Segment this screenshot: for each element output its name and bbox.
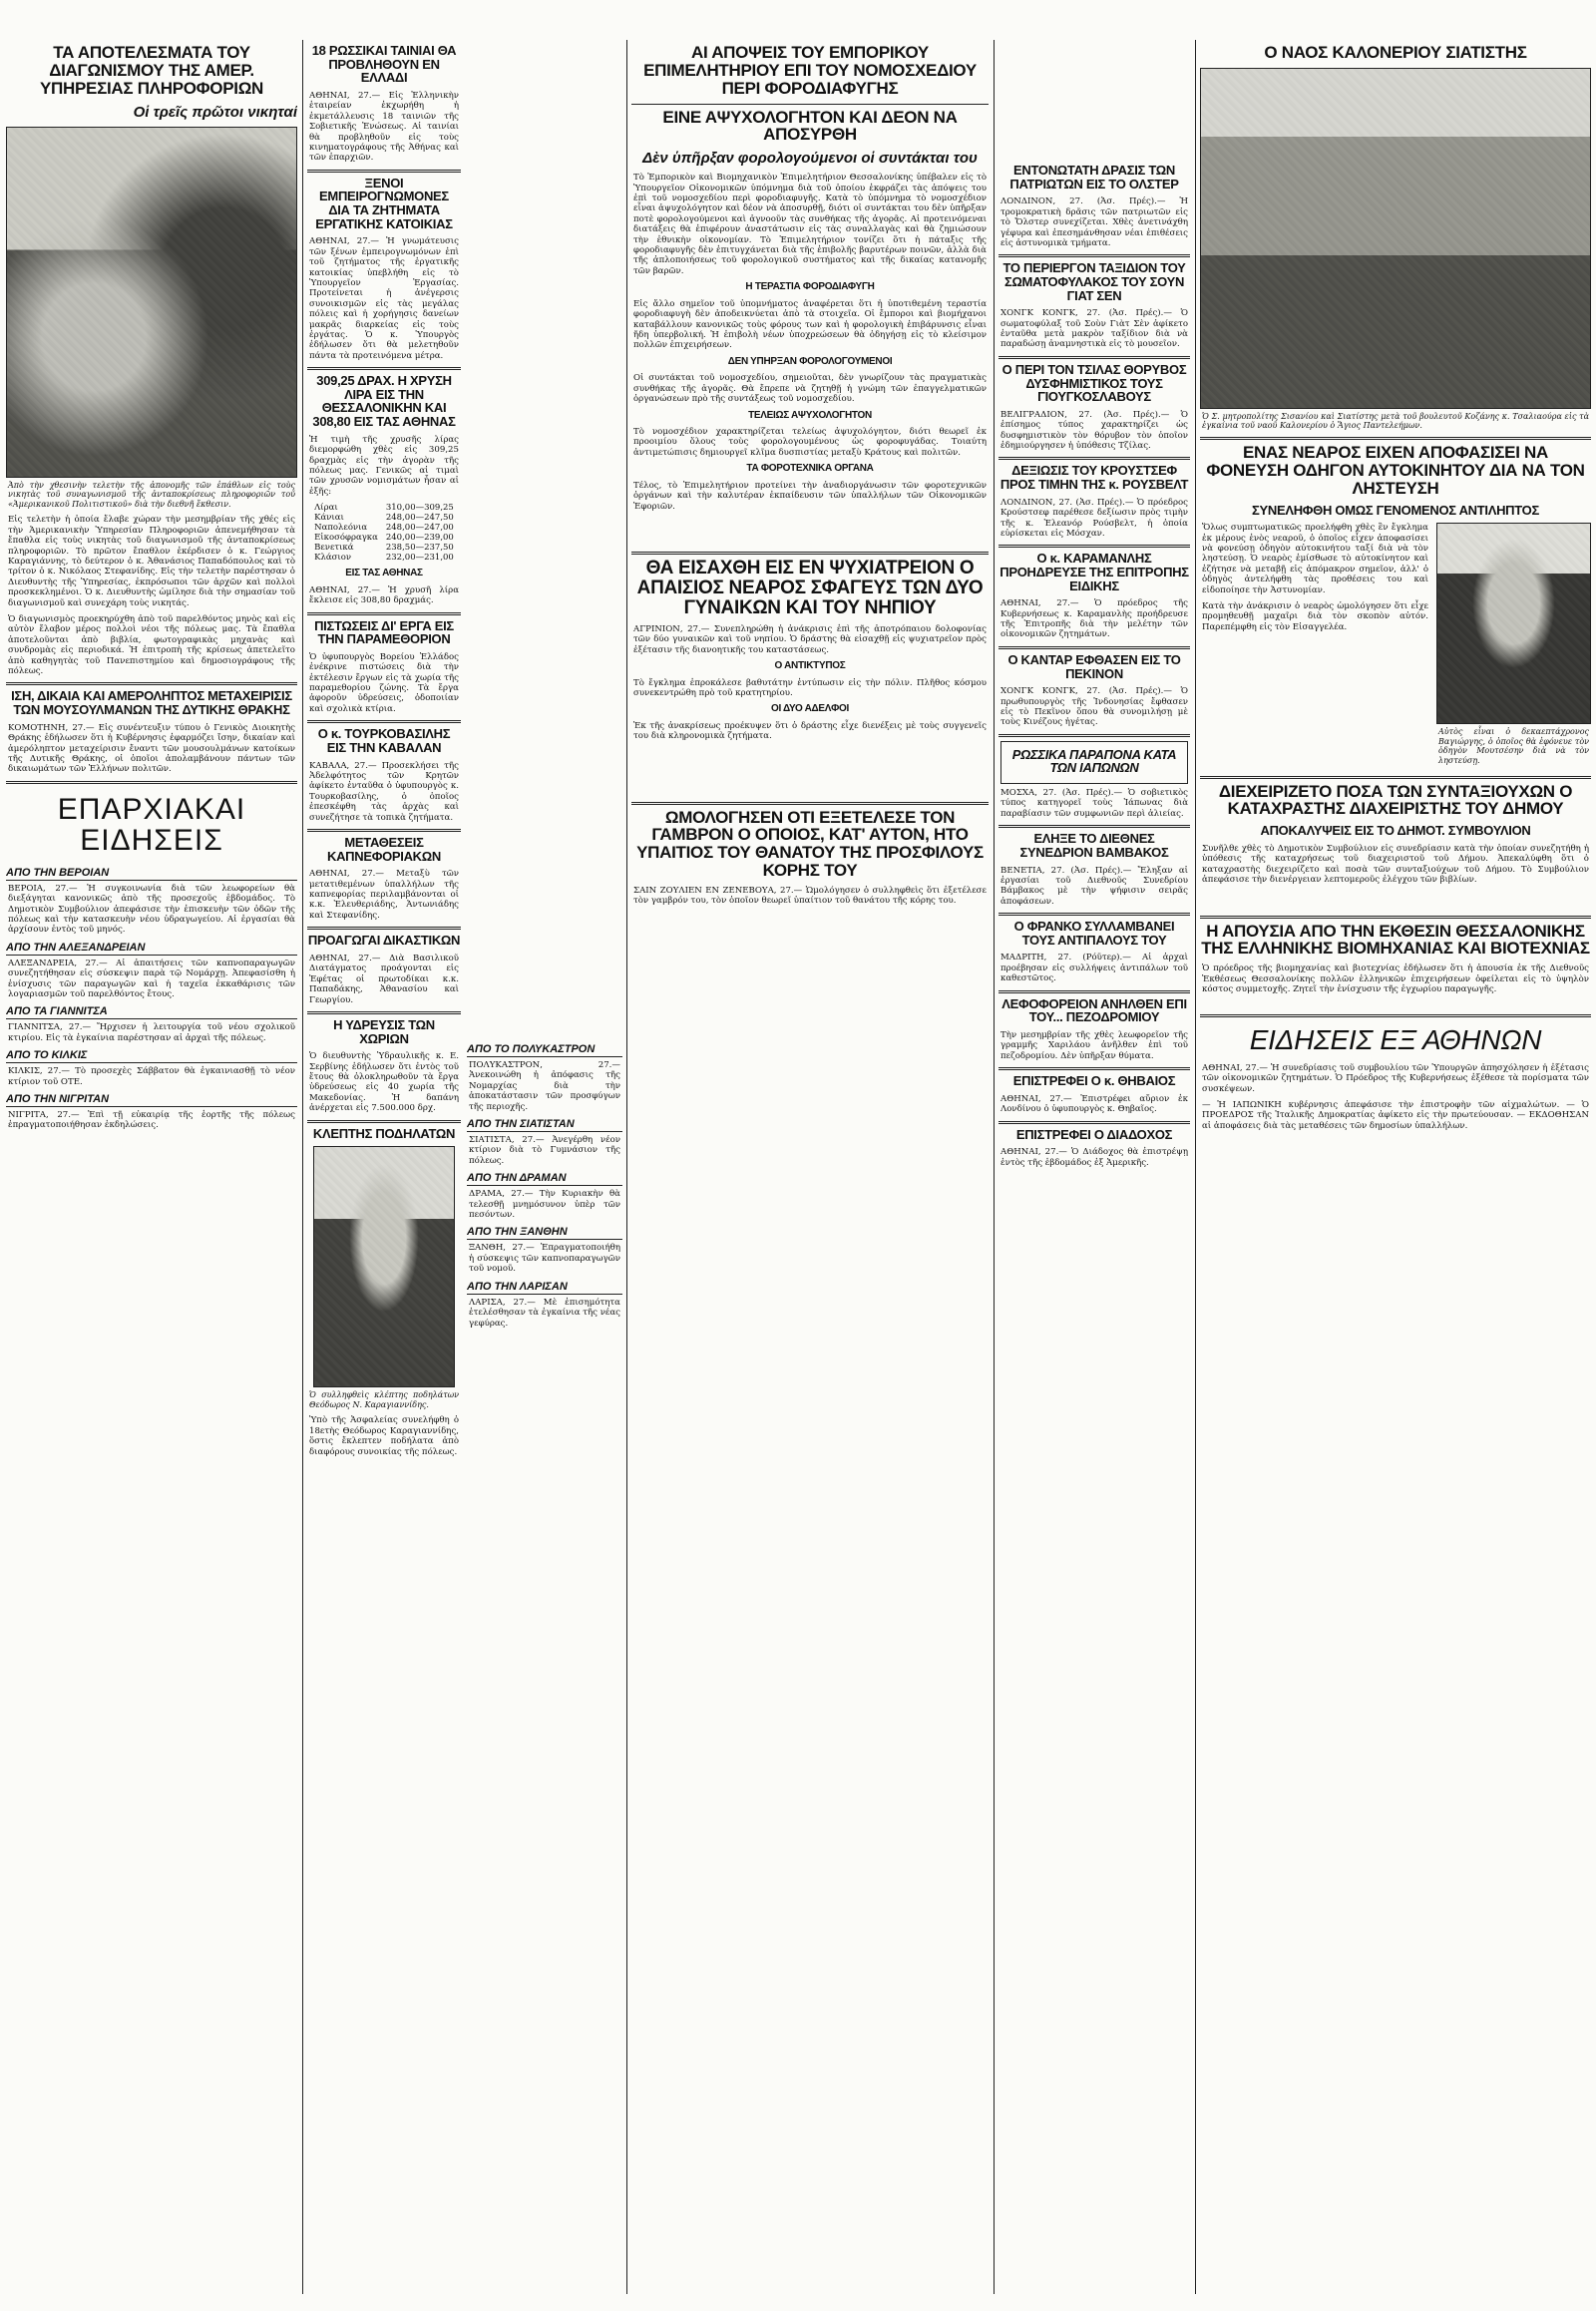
article-body: Τὴν μεσημβρίαν τῆς χθὲς λεωφορεῖον τῆς γραμμῆς Χαριλάου ἀνῆλθεν ἐπὶ τοῦ πεζοδρομίου. Δὲν ὑπῆρξαν θύματα. [1000, 1029, 1188, 1061]
article-body: ΑΘΗΝΑΙ, 27.— Ὁ Διάδοχος θὰ ἐπιστρέψῃ ἐντὸς τῆς ἑβδομάδος ἐξ Ἀμερικῆς. [1000, 1147, 1188, 1168]
section-title: ΑΠΟ ΤΗΝ ΑΛΕΞΑΝΔΡΕΙΑΝ [6, 942, 297, 956]
headline-karamanlis: Ο κ. ΚΑΡΑΜΑΝΛΗΣ ΠΡΟΗΔΡΕΥΣΕ ΤΗΣ ΕΠΙΤΡΟΠΗΣ ΕΙΔΙΚΗΣ [999, 551, 1189, 593]
article-body: ΑΘΗΝΑΙ, 27.— Εἰς Ἑλληνικὴν ἑταιρείαν ἐκχωρήθη ἡ ἐκμετάλλευσις 18 ταινιῶν τῆς Σοβιετικῆς Ἑνώσεως. Αἱ ταινίαι θὰ προβληθοῦν εἰς τοὺς κινηματογράφους τῆς Ἀθήνας καὶ τῶν ἐπαρχιῶν. [309, 90, 459, 164]
article-body: ΜΟΣΧΑ, 27. (Ἀσ. Πρές).— Ὁ σοβιετικὸς τύπος κατηγορεῖ τοὺς Ἰάπωνας διὰ παραβίασιν τῶν συμφωνιῶν περὶ ἁλιείας. [1000, 788, 1188, 819]
column-rule [994, 40, 995, 2294]
section-title: ΑΠΟ ΤΟ ΠΟΛΥΚΑΣΤΡΟΝ [467, 1043, 622, 1057]
column-4 [998, 40, 1190, 1174]
article-body: ΛΟΝΔΙΝΟΝ, 27. (Ἀσ. Πρές).— Ὁ πρόεδρος Κρούστσεφ παρέθεσε δεξίωσιν πρὸς τιμὴν τῆς κ. Ἐλεανόρ Ρούσβελτ, ἡ ὁποία εὑρίσκεται εἰς Μόσχαν. [1000, 497, 1188, 539]
headline-experts: ΞΕΝΟΙ ΕΜΠΕΙΡΟΓΝΩΜΟΝΕΣ ΔΙΑ ΤΑ ΖΗΤΗΜΑΤΑ ΕΡΓΑΤΙΚΗΣ ΚΑΤΟΙΚΙΑΣ [315, 175, 453, 231]
section-title: ΑΠΟ ΤΗΝ ΛΑΡΙΣΑΝ [467, 1281, 622, 1295]
column-rule [1195, 40, 1196, 2294]
section-body: ΣΙΑΤΙΣΤΑ, 27.— Ἀνεγέρθη νέον κτίριον διὰ τὸ Γυμνάσιον τῆς πόλεως. [469, 1135, 620, 1166]
section-title: Ο ΑΝΤΙΚΤΥΠΟΣ [774, 660, 846, 671]
article-body: ΑΘΗΝΑΙ, 27.— Ἡ συνεδρίασις τοῦ συμβουλίου τῶν Ὑπουργῶν ἀπησχόλησεν ἡ ἐξέτασις τῶν οἰκονομικῶν ζητημάτων. Ὁ Πρόεδρος τῆς Κυβερνήσεως ἐξέθεσε τὰ πορίσματα τῶν συσκέψεων. [1202, 1062, 1589, 1094]
section-body: ΞΑΝΘΗ, 27.— Ἐπραγματοποιήθη ἡ σύσκεψις τῶν καπνοπαραγωγῶν τοῦ νομοῦ. [469, 1243, 620, 1275]
article-body: ΧΟΝΓΚ ΚΟΝΓΚ, 27. (Ἀσ. Πρές).— Ὁ σωματοφύλαξ τοῦ Σοὺν Γιὰτ Σὲν ἀφίκετο ἐνταῦθα μετὰ μακρὸν ταξίδιον διὰ νὰ παραδώσῃ ἀναμνηστικὰ εἰς τὸ μουσεῖον. [1000, 308, 1188, 350]
column-rule [626, 40, 627, 2294]
column-rule [302, 40, 303, 2294]
headline-cotton: ΕΛΗΞΕ ΤΟ ΔΙΕΘΝΕΣ ΣΥΝΕΔΡΙΟΝ ΒΑΜΒΑΚΟΣ [1019, 831, 1169, 860]
article-body: ΜΑΔΡΙΤΗ, 27. (Ρόϋτερ).— Αἱ ἀρχαὶ προέβησαν εἰς συλλήψεις ἀντιπάλων τοῦ καθεστῶτος. [1000, 953, 1188, 984]
headline-djilas: Ο ΠΕΡΙ ΤΟΝ ΤΣΙΛΑΣ ΘΟΡΥΒΟΣ ΔΥΣΦΗΜΙΣΤΙΚΟΣ ΤΟΥΣ ΓΙΟΥΓΚΟΣΛΑΒΟΥΣ [1001, 361, 1187, 405]
headline-thrace: ΙΣΗ, ΔΙΚΑΙΑ ΚΑΙ ΑΜΕΡΟΛΗΠΤΟΣ ΜΕΤΑΧΕΙΡΙΣΙΣ ΤΩΝ ΜΟΥΣΟΥΛΜΑΝΩΝ ΤΗΣ ΔΥΤΙΚΗΣ ΘΡΑΚΗΣ [11, 688, 292, 718]
headline-reception: ΔΕΞΙΩΣΙΣ ΤΟΥ ΚΡΟΥΣΤΣΕΦ ΠΡΟΣ ΤΙΜΗΝ ΤΗΣ κ. ΡΟΥΣΒΕΛΤ [999, 463, 1189, 493]
caption-young-man: Αὐτὸς εἶναι ὁ δεκαεπτάχρονος Βαγιώργης, ὁ ὁποῖος θὰ ἐφόνευε τὸν ὁδηγὸν Μουτσέσην διὰ νὰ τὸν ληστεύσῃ. [1438, 727, 1589, 765]
column-1 [6, 40, 297, 1137]
article-body: ΑΘΗΝΑΙ, 27.— Ἡ χρυσῆ λίρα ἔκλεισε εἰς 308,80 δραχμάς. [309, 584, 459, 606]
section-title: ΑΠΟ ΤΗΝ ΒΕΡΟΙΑΝ [6, 867, 297, 881]
article-body: ΑΘΗΝΑΙ, 27.— Ἡ γνωμάτευσις τῶν ξένων ἐμπειρογνωμόνων ἐπὶ τοῦ ζητήματος τῆς ἐργατικῆς κατοικίας ὑπεβλήθη εἰς τὸ Ὑπουργεῖον Ἐργασίας. Προτείνεται ἡ ἀνέγερσις συνοικισμῶν εἰς τὰς μεγάλας πόλεις καὶ ἡ χορήγησις δανείων μακρᾶς διαρκείας εἰς τοὺς ἐργάτας. Ὁ κ. Ὑπουργὸς ἐδήλωσεν ὅτι θὰ μελετηθοῦν πάντα τὰ προτεινόμενα μέτρα. [309, 236, 459, 361]
section-body: ΑΛΕΞΑΝΔΡΕΙΑ, 27.— Αἱ ἀπαιτήσεις τῶν καπνοπαραγωγῶν συνεζητήθησαν εἰς σύσκεψιν παρὰ τῷ Νομάρχῃ. Ἀπεφασίσθη ἡ ἐνίσχυσις τῶν παραγωγῶν καὶ ἡ ταχεῖα ἐκκαθάρισις τῶν λογαριασμῶν τοῦ παρελθόντος ἔτους. [8, 958, 295, 999]
headline-bodyguard: ΤΟ ΠΕΡΙΕΡΓΟΝ ΤΑΞΙΔΙΟΝ ΤΟΥ ΣΩΜΑΤΟΦΥΛΑΚΟΣ ΤΟΥ ΣΟΥΝ ΓΙΑΤ ΣΕΝ [1002, 260, 1186, 303]
subhead-athens: ΕΙΣ ΤΑΣ ΑΘΗΝΑΣ [345, 568, 423, 579]
headline-russian-films: 18 ΡΩΣΣΙΚΑΙ ΤΑΙΝΙΑΙ ΘΑ ΠΡΟΒΛΗΘΟΥΝ ΕΝ ΕΛΛΑΔΙ [311, 43, 457, 86]
headline-chamber-views: ΑΙ ΑΠΟΨΕΙΣ ΤΟΥ ΕΜΠΟΡΙΚΟΥ ΕΠΙΜΕΛΗΤΗΡΙΟΥ ΕΠΙ ΤΟΥ ΝΟΜΟΣΧΕΔΙΟΥ ΠΕΡΙ ΦΟΡΟΔΙΑΦΥΓΗΣ [643, 43, 977, 98]
subhead-not-taxpayers: Δὲν ὑπῆρξαν φορολογούμενοι οἱ συντάκται του [642, 150, 978, 168]
banner-provincial-news: ΕΠΑΡΧΙΑΚΑΙ ΕΙΔΗΣΕΙΣ [57, 792, 246, 858]
article-body: Κατὰ τὴν ἀνάκρισιν ὁ νεαρὸς ὡμολόγησεν ὅτι εἶχε προμηθευθῇ μαχαῖρι διὰ τὸν σκοπὸν αὐτόν. Παρεπέμφθη εἰς τὸν Εἰσαγγελέα. [1202, 601, 1428, 632]
article-body: Τέλος, τὸ Ἐπιμελητήριον προτείνει τὴν ἀναδιοργάνωσιν τῶν φοροτεχνικῶν ὀργάνων καὶ τὴν καλυτέραν ἐκπαίδευσιν τῶν ὑπαλλήλων τῶν Οἰκονομικῶν Ἐφοριῶν. [633, 480, 987, 512]
section-title: ΟΙ ΔΥΟ ΑΔΕΛΦΟΙ [770, 703, 850, 715]
article-body: ΑΘΗΝΑΙ, 27.— Διὰ Βασιλικοῦ Διατάγματος προάγονται εἰς Ἐφέτας οἱ πρωτοδίκαι κ.κ. Παπαδάκης, Ἀθανασίου καὶ Γεωργίου. [309, 953, 459, 1005]
section-body: ΠΟΛΥΚΑΣΤΡΟΝ, 27.— Ἀνεκοινώθη ἡ ἀπόφασις τῆς Νομαρχίας διὰ τὴν ἀποκατάστασιν τῶν προσφύγων τῆς περιοχῆς. [469, 1060, 620, 1112]
section-body: ΒΕΡΟΙΑ, 27.— Ἡ συγκοινωνία διὰ τῶν λεωφορείων θὰ διεξάγηται κανονικῶς ἀπὸ τῆς προσεχοῦς ἑβδομάδος. Τὸ Δημοτικὸν Συμβούλιον ἀπεφάσισε τὴν ἐπισκευὴν τῶν ὁδῶν τῆς πόλεως καὶ τὴν κατασκευὴν νέου ὑδραγωγείου. Αἱ ἐργασίαι θὰ ἀρχίσουν ἐντὸς τοῦ μηνός. [8, 883, 295, 936]
headline-credits: ΠΙΣΤΩΣΕΙΣ ΔΙ' ΕΡΓΑ ΕΙΣ ΤΗΝ ΠΑΡΑΜΕΘΟΡΙΟΝ [314, 617, 454, 647]
column-2a [307, 40, 461, 1463]
table-row: Εἰκοσόφραγκα 240,00—239,00 [314, 533, 454, 544]
article-body: Ὁ πρόεδρος τῆς βιομηχανίας καὶ βιοτεχνίας ἐδήλωσεν ὅτι ἡ ἀπουσία ἐκ τῆς Διεθνοῦς Ἐκθέσεως Θεσσαλονίκης πολλῶν ἑλληνικῶν ἐπιχειρήσεων ὀφείλεται εἰς τὸ ὑψηλὸν κόστος συμμετοχῆς. Ζητεῖ τὴν ἐνίσχυσιν τῆς ἐγχωρίου παραγωγῆς. [1202, 963, 1589, 995]
article-body: — Ἡ ΙΑΠΩΝΙΚΗ κυβέρνησις ἀπεφάσισε τὴν ἐπιστροφὴν τῶν αἰχμαλώτων. — Ὁ ΠΡΟΕΔΡΟΣ τῆς Ἰταλικῆς Δημοκρατίας ἀφίκετο εἰς τὴν πρωτεύουσαν. — ΕΚΔΟΘΗΣΑΝ αἱ ἀποφάσεις διὰ τὰς μεταθέσεις τῶν δημοσίων ὑπαλλήλων. [1202, 1100, 1589, 1131]
subhead-council: ΑΠΟΚΑΛΥΨΕΙΣ ΕΙΣ ΤΟ ΔΗΜΟΤ. ΣΥΜΒΟΥΛΙΟΝ [1260, 823, 1531, 839]
headline-embezzler: ΔΙΕΧΕΙΡΙΖΕΤΟ ΠΟΣΑ ΤΩΝ ΣΥΝΤΑΞΙΟΥΧΩΝ Ο ΚΑΤΑΧΡΑΣΤΗΣ ΔΙΑΧΕΙΡΙΣΤΗΣ ΤΟΥ ΔΗΜΟΥ [1218, 781, 1573, 819]
gold-price-table [310, 503, 458, 563]
subhead-winners: Οἱ τρεῖς πρῶτοι νικηταί [133, 103, 297, 121]
section-body: ΝΙΓΡΙΤΑ, 27.— Ἐπὶ τῇ εὐκαιρίᾳ τῆς ἑορτῆς τῆς πόλεως ἐπραγματοποιήθησαν ἐκδηλώσεις. [8, 1110, 295, 1131]
article-body: Συνῆλθε χθὲς τὸ Δημοτικὸν Συμβούλιον εἰς συνεδρίασιν κατὰ τὴν ὁποίαν συνεζητήθη ἡ ὑπόθεσις τῆς καταχρήσεως τοῦ διαχειριστοῦ τοῦ Δήμου. Ἀπεκαλύφθη ὅτι ὁ καταχραστὴς διεχειρίζετο καὶ ποσὰ τῶν συνταξιούχων τοῦ Δήμου. Τὸ Συμβούλιον ἀπεφάσισε τὴν διενέργειαν λεπτομεροῦς ἐλέγχου τῶν βιβλίων. [1202, 843, 1589, 886]
headline-asylum: ΘΑ ΕΙΣΑΧΘΗ ΕΙΣ ΕΝ ΨΥΧΙΑΤΡΕΙΟΝ Ο ΑΠΑΙΣΙΟΣ ΝΕΑΡΟΣ ΣΦΑΓΕΥΣ ΤΩΝ ΔΥΟ ΓΥΝΑΙΚΩΝ ΚΑΙ ΤΟΥ ΝΗΠΙΟΥ [636, 557, 984, 618]
photo-church-inauguration [1200, 68, 1591, 409]
headline-withdraw: ΕΙΝΕ ΑΨΥΧΟΛΟΓΗΤΟΝ ΚΑΙ ΔΕΟΝ ΝΑ ΑΠΟΣΥΡΘΗ [662, 107, 958, 145]
article-body: Οἱ συντάκται τοῦ νομοσχεδίου, σημειοῦται, δὲν γνωρίζουν τὰς πραγματικὰς συνθήκας τῆς ἀγορᾶς. Θὰ ἔπρεπε νὰ ζητηθῇ ἡ γνώμη τῶν ἐπαγγελματικῶν ὀργανώσεων πρὸ τῆς συντάξεως τοῦ νομοσχεδίου. [633, 373, 987, 405]
article-body: Ὁ διαγωνισμὸς προεκηρύχθη ἀπὸ τοῦ παρελθόντος μηνὸς καὶ εἰς αὐτὸν ἔλαβον μέρος πολλοὶ νέοι τῆς πόλεως μας. Τὰ ἔπαθλα ἀποτελοῦνται ἀπὸ βιβλία, φωτογραφικὰς μηχανὰς καὶ συνδρομὰς εἰς περιοδικά. Ἡ ἐπιτροπὴ τῆς κρίσεως ἀπετελεῖτο ἀπὸ καθηγητὰς τοῦ Πανεπιστημίου καὶ δημοσιογράφους τῆς πόλεως. [8, 613, 295, 676]
table-row: Ναπολεόνια 248,00—247,00 [314, 523, 454, 534]
table-row: Κάνιαι 248,00—247,50 [314, 513, 454, 524]
headline-bicycle-thief: ΚΛΕΠΤΗΣ ΠΟΔΗΛΑΤΩΝ [312, 1125, 456, 1141]
headline-promotions: ΠΡΟΑΓΩΓΑΙ ΔΙΚΑΣΤΙΚΩΝ [307, 933, 461, 949]
article-body: ΧΟΝΓΚ ΚΟΝΓΚ, 27. (Ἀσ. Πρές).— Ὁ πρωθυπουργὸς τῆς Ἰνδονησίας ἔφθασεν εἰς τὸ Πεκῖνον ὅπου θὰ συνομιλήσῃ μὲ τοὺς Κινέζους ἡγέτας. [1000, 686, 1188, 728]
section-title: ΑΠΟ ΤΑ ΓΙΑΝΝΙΤΣΑ [6, 1005, 297, 1019]
caption-award-ceremony: Ἀπὸ τὴν χθεσινὴν τελετὴν τῆς ἀπονομῆς τῶν ἐπάθλων εἰς τοὺς νικητὰς τοῦ συναγωνισμοῦ τῆς ἀνταποκρίσεως πληροφοριῶν τοῦ «Ἀμερικανικοῦ Πολιτιστικοῦ» διὰ τὴν διεθνῆ ἔκθεσιν. [8, 480, 295, 509]
headline-transfers: ΜΕΤΑΘΕΣΕΙΣ ΚΑΠΝΕΦΟΡΙΑΚΩΝ [327, 834, 441, 864]
photo-thief-portrait [313, 1146, 455, 1387]
headline-ulster: ΕΝΤΟΝΩΤΑΤΗ ΔΡΑΣΙΣ ΤΩΝ ΠΑΤΡΙΩΤΩΝ ΕΙΣ ΤΟ ΟΛΣΤΕΡ [1009, 163, 1179, 192]
headline-exhibition-absence: Η ΑΠΟΥΣΙΑ ΑΠΟ ΤΗΝ ΕΚΘΕΣΙΝ ΘΕΣΣΑΛΟΝΙΚΗΣ ΤΗΣ ΕΛΛΗΝΙΚΗΣ ΒΙΟΜΗΧΑΝΙΑΣ ΚΑΙ ΒΙΟΤΕΧΝΙΑΣ [1201, 921, 1590, 959]
article-body: Εἰς τελετὴν ἡ ὁποία ἔλαβε χώραν τὴν μεσημβρίαν τῆς χθές εἰς τὴν Ἀμερικανικὴν Ὑπηρεσίαν Πληροφοριῶν ἀπενεμήθησαν τὰ ἔπαθλα εἰς τοὺς νικητὰς τοῦ διαγωνισμοῦ τῆς ἀνταποκρίσεως πληροφοριῶν. Τὸ πρῶτον ἔπαθλον ἐκέρδισεν ὁ κ. Γεώργιος Καραγιάννης, τὸ δεύτερον ὁ κ. Ἀθανάσιος Παπαδόπουλος καὶ τὸ τρίτον ὁ κ. Νικόλαος Στεφανίδης. Εἰς τὴν τελετὴν παρέστησαν ὁ Διευθυντὴς τῆς Ὑπηρεσίας, ἐκπρόσωποι τῶν ἀρχῶν καὶ πολλοὶ προσκεκλημένοι. Ὁ κ. Διευθυντὴς ὡμίλησε διὰ τὴν σημασίαν τοῦ διαγωνισμοῦ καὶ συνεχάρη τοὺς νικητάς. [8, 515, 295, 608]
caption-church: Ὁ Σ. μητροπολίτης Σισανίου καὶ Σιατίστης μετὰ τοῦ βουλευτοῦ Κοζάνης κ. Τσαλιαούρα εἰς τὰ ἐγκαίνια τοῦ ναοῦ Καλονερίου ὁ Ἅγιος Παντελεήμων. [1202, 411, 1589, 431]
headline-russian-complaints: ΡΩΣΣΙΚΑ ΠΑΡΑΠΟΝΑ ΚΑΤΑ ΤΩΝ ΙΑΠΩΝΩΝ [1011, 746, 1177, 776]
section-body: ΛΑΡΙΣΑ, 27.— Μὲ ἐπισημότητα ἐτελέσθησαν τὰ ἐγκαίνια τῆς νέας γεφύρας. [469, 1297, 620, 1329]
photo-award-ceremony [6, 127, 297, 478]
caption-thief: Ὁ συλληφθεὶς κλέπτης ποδηλάτων Θεόδωρος Ν. Καραγιαννίδης. [309, 1390, 459, 1409]
article-body: Τὸ ἔγκλημα ἐπροκάλεσε βαθυτάτην ἐντύπωσιν εἰς τὴν πόλιν. Πλῆθος κόσμου συνεκεντρώθη πρὸ τοῦ κρατητηρίου. [633, 677, 987, 698]
article-body: Τὸ Ἐμπορικὸν καὶ Βιομηχανικὸν Ἐπιμελητήριον Θεσσαλονίκης ὑπέβαλεν εἰς τὸ Ὑπουργεῖον Οἰκονομικῶν ὑπόμνημα διὰ τοῦ ὁποίου ἐκφράζει τὰς ἀπόψεις του ἐπὶ τοῦ νομοσχεδίου περὶ φοροδιαφυγῆς. Κατὰ τὸ ὑπόμνημα τὸ νομοσχέδιον εἶναι ἀψυχολόγητον καὶ δέον νὰ ἀποσυρθῇ, διότι οἱ συντάκται του δὲν ὑπῆρξαν ποτὲ φορολογούμενοι καὶ ἀγνοοῦν τὰς συνθήκας τῆς ἀγορᾶς. Αἱ προτεινόμεναι διατάξεις θὰ ἐπιφέρουν ἀναστάτωσιν εἰς τὰς συναλλαγὰς καὶ θὰ ζημιώσουν τὴν ἐθνικὴν οἰκονομίαν. Τὸ Ἐπιμελητήριον τονίζει ὅτι ἡ πάταξις τῆς φοροδιαφυγῆς δὲν ἐπιτυγχάνεται διὰ τῆς ἐπιβολῆς βαρυτέρων ποινῶν, ἀλλὰ διὰ τῆς ἀπλοποιήσεως τοῦ φορολογικοῦ συστήματος καὶ τῆς δικαίας κατανομῆς τῶν βαρῶν. [633, 173, 987, 276]
article-body: Ὑπὸ τῆς Ἀσφαλείας συνελήφθη ὁ 18ετὴς Θεόδωρος Καραγιαννίδης, ὅστις ἔκλεπτεν ποδήλατα ἀπὸ διαφόρους συνοικίας τῆς πόλεως. [309, 1415, 459, 1457]
headline-confession: ΩΜΟΛΟΓΗΣΕΝ ΟΤΙ ΕΞΕΤΕΛΕΣΕ ΤΟΝ ΓΑΜΒΡΟΝ Ο ΟΠΟΙΟΣ, ΚΑΤ' ΑΥΤΟΝ, ΗΤΟ ΥΠΑΙΤΙΟΣ ΤΟΥ ΘΑΝΑΤΟΥ ΤΗΣ ΠΡΟΣΦΙΛΟΥΣ ΚΟΡΗΣ ΤΟΥ [636, 807, 984, 881]
article-body: ΒΕΝΕΤΙΑ, 27. (Ἀσ. Πρές).— Ἔληξαν αἱ ἐργασίαι τοῦ Διεθνοῦς Συνεδρίου Βάμβακος μὲ τὴν ψήφισιν σειρᾶς ἀποφάσεων. [1000, 865, 1188, 907]
article-body: ΑΓΡΙΝΙΟΝ, 27.— Συνεπληρώθη ἡ ἀνάκρισις ἐπὶ τῆς ἀποτρόπαιου δολοφονίας τῶν δύο γυναικῶν καὶ τοῦ νηπίου. Ὁ δράστης θὰ εἰσαχθῇ εἰς ψυχιατρεῖον πρὸς ἐξέτασιν τῆς διανοητικῆς του καταστάσεως. [633, 623, 987, 655]
headline-tourkovasilis: Ο κ. ΤΟΥΡΚΟΒΑΣΙΛΗΣ ΕΙΣ ΤΗΝ ΚΑΒΑΛΑΝ [317, 726, 451, 755]
article-body: Ἐκ τῆς ἀνακρίσεως προέκυψεν ὅτι ὁ δράστης εἶχε διενέξεις μὲ τοὺς συγγενεῖς του διὰ κληρονομικὰ ζητήματα. [633, 720, 987, 742]
headline-thivaios: ΕΠΙΣΤΡΕΦΕΙ Ο κ. ΘΗΒΑΙΟΣ [1012, 1073, 1176, 1089]
section-body: ΚΙΛΚΙΣ, 27.— Τὸ προσεχὲς Σάββατον θὰ ἐγκαινιασθῇ τὸ νέον κτίριον τοῦ ΟΤΕ. [8, 1066, 295, 1087]
article-body: Ὁ ὑφυπουργὸς Βορείου Ἑλλάδος ἐνέκρινε πιστώσεις διὰ τὴν ἐκτέλεσιν ἔργων εἰς τὰ χωρία τῆς παραμεθορίου ζώνης. Τὰ ἔργα ἀφοροῦν ὑδρεύσεις, ὁδοποιίαν καὶ σχολικὰ κτίρια. [309, 651, 459, 714]
article-body: ΑΘΗΝΑΙ, 27.— Ὁ πρόεδρος τῆς Κυβερνήσεως κ. Καραμανλὴς προήδρευσε τῆς Ἐπιτροπῆς διὰ τὴν μελέτην τῶν οἰκονομικῶν ζητημάτων. [1000, 598, 1188, 640]
article-body: ΒΕΛΙΓΡΑΔΙΟΝ, 27. (Ἀσ. Πρές).— Ὁ ἐπίσημος τύπος χαρακτηρίζει ὡς δυσφημιστικὸν τὸν θόρυβον τὸν ὁποῖον ἐδημιούργησεν ἡ ὑπόθεσις Τζίλας. [1000, 409, 1188, 451]
article-body: Ἡ τιμὴ τῆς χρυσῆς λίρας διεμορφώθη χθὲς εἰς 309,25 δραχμὰς εἰς τὴν ἀγορὰν τῆς πόλεως μας. Γενικῶς αἱ τιμαὶ τῶν χρυσῶν νομισμάτων ἦσαν αἱ ἑξῆς: [309, 434, 459, 497]
headline-church: Ο ΝΑΟΣ ΚΑΛΟΝΕΡΙΟΥ ΣΙΑΤΙΣΤΗΣ [1264, 43, 1527, 62]
section-title: ΤΑ ΦΟΡΟΤΕΧΝΙΚΑ ΟΡΓΑΝΑ [746, 463, 874, 475]
article-body: ΚΑΒΑΛΑ, 27.— Προσεκλήσει τῆς Ἀδελφότητος τῶν Κρητῶν ἀφίκετο ἐνταῦθα ὁ ὑφυπουργὸς κ. Τουρκοβασίλης, ὁ ὁποῖος ἐπεσκέφθη τὰς ἀρχὰς καὶ συνεζήτησε τὰ τοπικὰ ζητήματα. [309, 760, 459, 823]
section-title: ΑΠΟ ΤΗΝ ΣΙΑΤΙΣΤΑΝ [467, 1118, 622, 1132]
article-body: Εἰς ἄλλο σημεῖον τοῦ ὑπομνήματος ἀναφέρεται ὅτι ἡ ὑποτιθεμένη τεραστία φοροδιαφυγὴ δὲν ἀποδεικνύεται ἀπὸ τὰ στοιχεῖα. Οἱ ἔμποροι καὶ βιομήχανοι καταβάλλουν κανονικῶς τοὺς φόρους των καὶ ἡ φορολογικὴ ἐπιβάρυνσις εἶναι ἤδη ὑπερβολική. Ἡ ἐπιβολὴ νέων ὑποχρεώσεων θὰ ὁδηγήσῃ εἰς τὸ κλείσιμον πολλῶν ἐπιχειρήσεων. [633, 298, 987, 351]
photo-young-man-portrait [1436, 523, 1591, 724]
column-2b [467, 1037, 622, 1335]
column-3 [631, 40, 989, 913]
headline-peking: Ο ΚΑΝΤΑΡ ΕΦΘΑΣΕΝ ΕΙΣ ΤΟ ΠΕΚΙΝΟΝ [1007, 651, 1181, 681]
headline-contest: ΤΑ ΑΠΟΤΕΛΕΣΜΑΤΑ ΤΟΥ ΔΙΑΓΩΝΙΣΜΟΥ ΤΗΣ ΑΜΕΡ. ΥΠΗΡΕΣΙΑΣ ΠΛΗΡΟΦΟΡΙΩΝ [40, 43, 263, 98]
section-title: ΑΠΟ ΤΗΝ ΔΡΑΜΑΝ [467, 1172, 622, 1186]
headline-bus: ΛΕΦΟΦΟΡΕΙΟΝ ΑΝΗΛΘΕΝ ΕΠΙ ΤΟΥ... ΠΕΖΟΔΡΟΜΙΟΥ [1001, 995, 1187, 1025]
headline-young-robber: ΕΝΑΣ ΝΕΑΡΟΣ ΕΙΧΕΝ ΑΠΟΦΑΣΙΣΕΙ ΝΑ ΦΟΝΕΥΣΗ ΟΔΗΓΟΝ ΑΥΤΟΚΙΝΗΤΟΥ ΔΙΑ ΝΑ ΤΟΝ ΛΗΣΤΕΥΣΗ [1206, 443, 1585, 498]
section-body: ΔΡΑΜΑ, 27.— Τὴν Κυριακὴν θὰ τελεσθῇ μνημόσυνον ὑπὲρ τῶν πεσόντων. [469, 1189, 620, 1221]
subhead-arrested: ΣΥΝΕΛΗΦΘΗ ΟΜΩΣ ΓΕΝΟΜΕΝΟΣ ΑΝΤΙΛΗΠΤΟΣ [1252, 502, 1539, 518]
headline-crown-prince: ΕΠΙΣΤΡΕΦΕΙ Ο ΔΙΑΔΟΧΟΣ [1015, 1126, 1173, 1142]
section-title: ΑΠΟ ΤΟ ΚΙΛΚΙΣ [6, 1049, 297, 1063]
article-body: ΑΘΗΝΑΙ, 27.— Μεταξὺ τῶν μετατιθεμένων ὑπαλλήλων τῆς καπνεφορίας περιλαμβάνονται οἱ κ.κ. Ἐλευθεριάδης, Ἀντωνιάδης καὶ Στεφανίδης. [309, 869, 459, 921]
table-row: Βενετικά 238,50—237,50 [314, 543, 454, 554]
article-body: Ὅλως συμπτωματικῶς προελήφθη χθὲς ἓν ἔγκλημα ἐκ μέρους ἑνὸς νεαροῦ, ὁ ὁποῖος εἶχεν ἀποφασίσει νὰ φονεύσῃ ὁδηγὸν αὐτοκινήτου ταξί διὰ νὰ τὸν ληστεύσῃ. Ὁ νεαρὸς ἐμίσθωσε τὸ αὐτοκίνητον καὶ ἐζήτησε νὰ μεταβῇ εἰς ἀπόμακρον σημεῖον, ἀλλ' ὁ ὁδηγὸς ἀντελήφθη τὰς προθέσεις του καὶ εἰδοποίησε τὴν Ἀστυνομίαν. [1202, 523, 1428, 595]
article-body: ΛΟΝΔΙΝΟΝ, 27. (Ἀσ. Πρές).— Ἡ τρομοκρατικὴ δρᾶσις τῶν πατριωτῶν εἰς τὸ Ὄλστερ συνεχίζεται. Χθὲς ἀνετινάχθη γέφυρα καὶ ἐπεσημάνθησαν νέαι ἐπιθέσεις εἰς ἀστυνομικὰ τμήματα. [1000, 196, 1188, 248]
article-body: ΣΑΙΝ ΖΟΥΛΙΕΝ ΕΝ ΖΕΝΕΒΟΥΑ, 27.— Ὡμολόγησεν ὁ συλληφθεὶς ὅτι ἐξετέλεσε τὸν γαμβρόν του, τὸν ὁποῖον θεωρεῖ ὑπαίτιον τοῦ θανάτου τῆς κόρης του. [633, 886, 987, 907]
section-title: ΤΕΛΕΙΩΣ ΑΨΥΧΟΛΟΓΗΤΟΝ [748, 409, 872, 421]
article-body: Ὁ διευθυντὴς Ὑδραυλικῆς κ. Ε. Σερβίνης ἐδήλωσεν ὅτι ἐντὸς τοῦ ἔτους θὰ ὁλοκληρωθοῦν τὰ ἔργα ὑδρεύσεως εἰς 40 χωρία τῆς Μακεδονίας. Ἡ δαπάνη ἀνέρχεται εἰς 7.500.000 δρχ. [309, 1051, 459, 1114]
section-title: ΑΠΟ ΤΗΝ ΝΙΓΡΙΤΑΝ [6, 1093, 297, 1107]
section-body: ΓΙΑΝΝΙΤΣΑ, 27.— Ἤρχισεν ἡ λειτουργία τοῦ νέου σχολικοῦ κτιρίου. Εἰς τὰ ἐγκαίνια παρέστησαν αἱ ἀρχαὶ τῆς πόλεως. [8, 1022, 295, 1043]
headline-franco: Ο ΦΡΑΝΚΟ ΣΥΛΛΑΜΒΑΝΕΙ ΤΟΥΣ ΑΝΤΙΠΑΛΟΥΣ ΤΟΥ [1013, 919, 1175, 948]
column-5 [1200, 40, 1591, 1137]
table-row: Λίραι 310,00—309,25 [314, 503, 454, 514]
section-title: ΑΠΟ ΤΗΝ ΞΑΝΘΗΝ [467, 1226, 622, 1240]
article-body: Τὸ νομοσχέδιον χαρακτηρίζεται τελείως ἀψυχολόγητον, διότι θεωρεῖ ἐκ προοιμίου ὅλους τοὺς φορολογουμένους ὡς φοροφυγάδας. Τοιαύτη ἀντιμετώπισις δημιουργεῖ κλῖμα δυσπιστίας μεταξὺ Κράτους καὶ πολιτῶν. [633, 427, 987, 458]
article-body: ΑΘΗΝΑΙ, 27.— Ἐπιστρέφει αὔριον ἐκ Λονδίνου ὁ ὑφυπουργὸς κ. Θηβαῖος. [1000, 1093, 1188, 1115]
headline-gold-sovereign: 309,25 ΔΡΑΧ. Η ΧΡΥΣΗ ΛΙΡΑ ΕΙΣ ΤΗΝ ΘΕΣΣΑΛΟΝΙΚΗΝ ΚΑΙ 308,80 ΕΙΣ ΤΑΣ ΑΘΗΝΑΣ [312, 373, 456, 430]
table-row: Κλάσιον 232,00—231,00 [314, 553, 454, 564]
headline-water-supply: Η ΥΔΡΕΥΣΙΣ ΤΩΝ ΧΩΡΙΩΝ [333, 1016, 435, 1046]
banner-athens-news: ΕΙΔΗΣΕΙΣ ΕΞ ΑΘΗΝΩΝ [1249, 1024, 1542, 1056]
article-body: ΚΟΜΟΤΗΝΗ, 27.— Εἰς συνέντευξιν τύπου ὁ Γενικὸς Διοικητὴς Θράκης ἐδήλωσεν ὅτι ἡ Κυβέρνησις ἐφαρμόζει ἴσην, δικαίαν καὶ ἀμερόληπτον μεταχείρισιν ἔναντι τῶν μουσουλμάνων κατοίκων τῆς Δυτικῆς Θράκης, οἱ ὁποῖοι ἀπολαμβάνουν πάντων τῶν δικαιωμάτων τῶν Ἑλλήνων πολιτῶν. [8, 722, 295, 775]
section-title: ΔΕΝ ΥΠΗΡΞΑΝ ΦΟΡΟΛΟΓΟΥΜΕΝΟΙ [727, 355, 893, 367]
section-title: Η ΤΕΡΑΣΤΙΑ ΦΟΡΟΔΙΑΦΥΓΗ [745, 281, 875, 293]
